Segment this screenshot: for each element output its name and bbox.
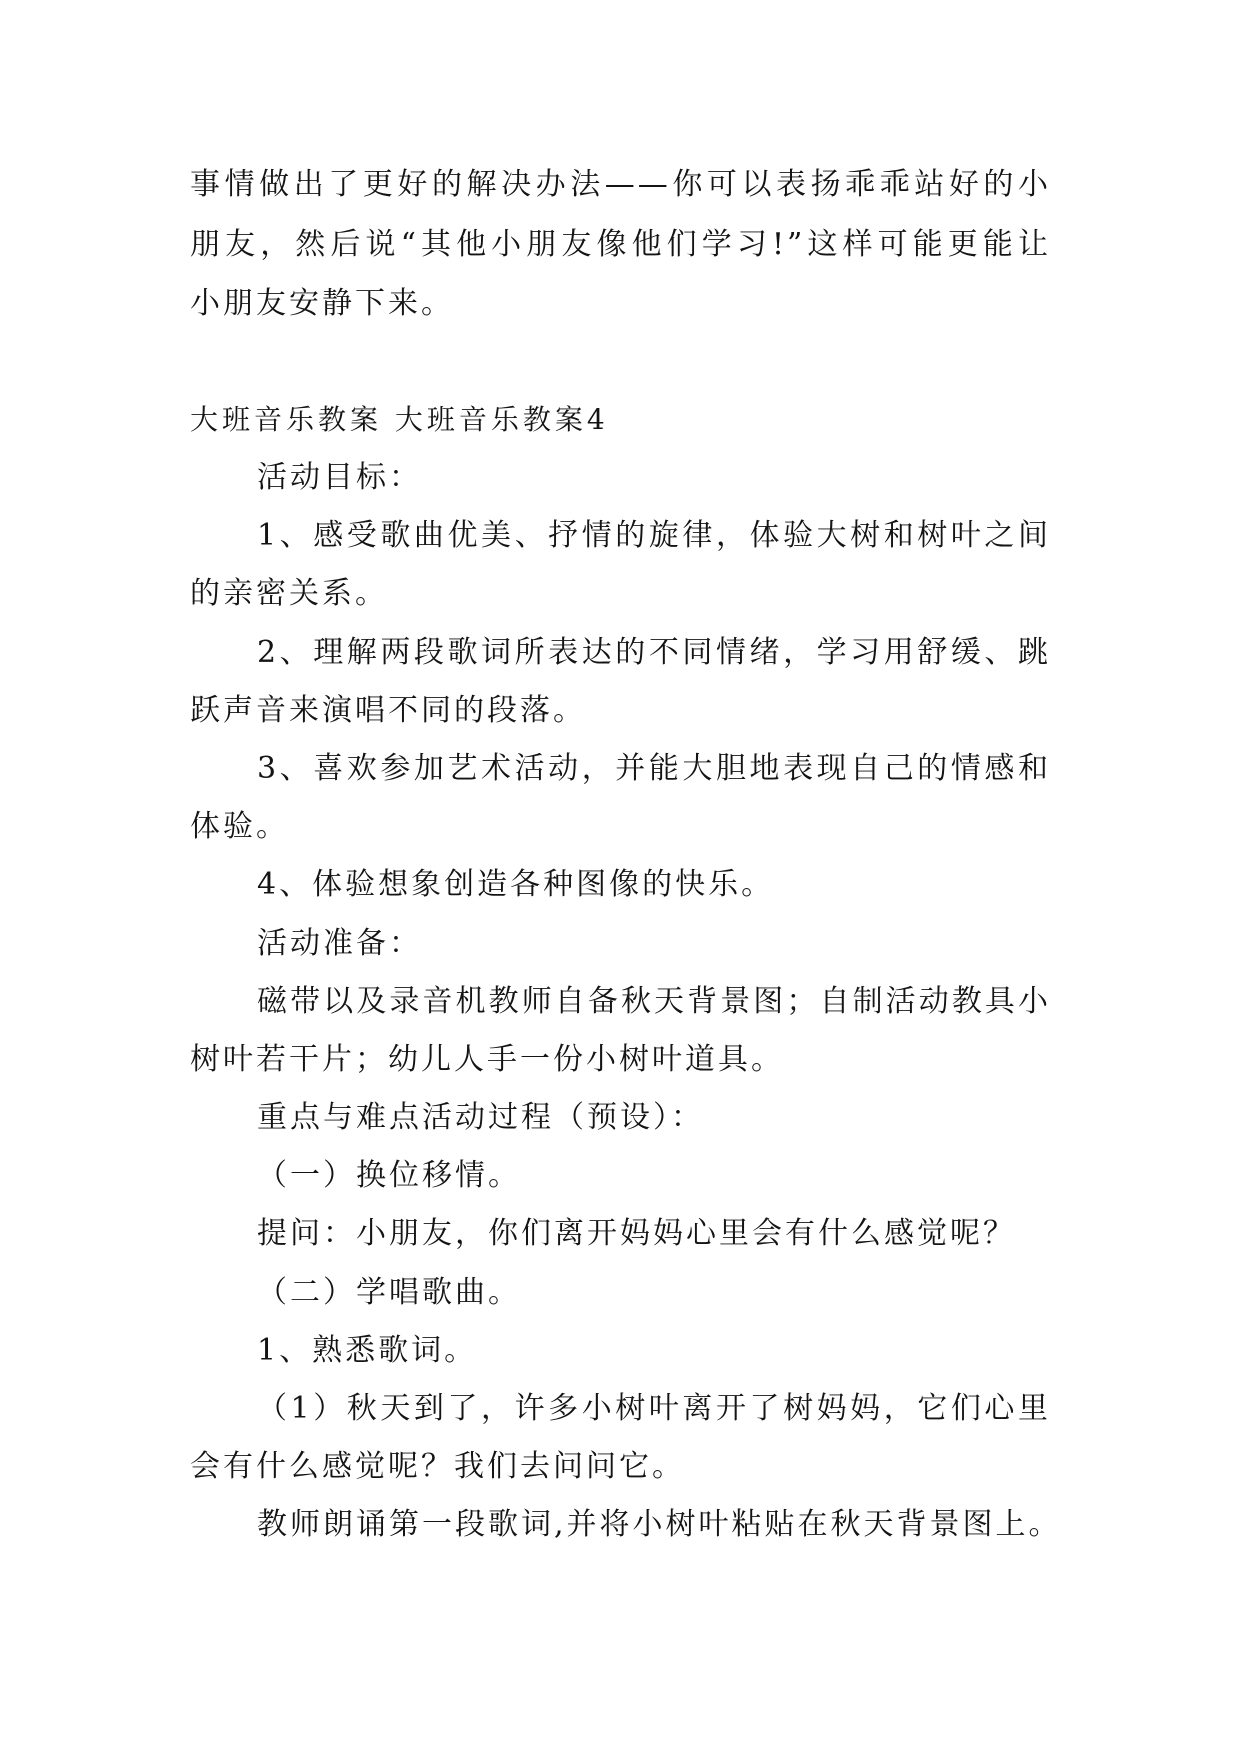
goal-item-4: 4、体验想象创造各种图像的快乐。 [257, 867, 775, 903]
goal-item-2: 2、理解两段歌词所表达的不同情绪，学习用舒缓、跳 [257, 634, 1051, 670]
section-title: 大班音乐教案 大班音乐教案4 [190, 403, 609, 436]
step-two-heading: （二）学唱歌曲。 [257, 1274, 521, 1310]
preparation-text: 磁带以及录音机教师自备秋天背景图；自制活动教具小 [257, 983, 1051, 1019]
section-title-block [190, 391, 1051, 449]
teacher-instruction: 教师朗诵第一段歌词,并将小树叶粘贴在秋天背景图上。 [257, 1507, 1062, 1543]
goal-item-1-continued: 的亲密关系。 [190, 576, 388, 612]
question-text: 提问：小朋友，你们离开妈妈心里会有什么感觉呢？ [257, 1216, 1016, 1252]
preparation-text-continued: 树叶若干片；幼儿人手一份小树叶道具。 [190, 1041, 784, 1077]
goal-item-3: 3、喜欢参加艺术活动，并能大胆地表现自己的情感和 [257, 750, 1051, 786]
heading-activity-preparation: 活动准备： [257, 925, 422, 961]
goal-item-3-continued: 体验。 [190, 809, 289, 845]
substep-heading: 1、熟悉歌词。 [257, 1332, 478, 1368]
paragraph-line: 事情做出了更好的解决办法——你可以表扬乖乖站好的小 [190, 167, 1051, 202]
continued-paragraph [190, 155, 1051, 334]
heading-activity-goals: 活动目标： [257, 460, 422, 495]
heading-activity-process: 重点与难点活动过程（预设）： [257, 1100, 704, 1136]
substep-item-1: （1）秋天到了，许多小树叶离开了树妈妈，它们心里 [257, 1391, 1051, 1426]
goal-item-1: 1、感受歌曲优美、抒情的旋律，体验大树和树叶之间 [257, 518, 1051, 554]
substep-item-1-continued: 会有什么感觉呢？我们去问问它。 [190, 1449, 685, 1485]
paragraph-line: 朋友，然后说“其他小朋友像他们学习!”这样可能更能让 [190, 226, 1051, 262]
goal-item-2-continued: 跃声音来演唱不同的段落。 [190, 692, 586, 728]
lesson-plan-body [190, 449, 1062, 1555]
step-one-heading: （一）换位移情。 [257, 1158, 521, 1194]
paragraph-line: 小朋友安静下来。 [190, 286, 454, 321]
